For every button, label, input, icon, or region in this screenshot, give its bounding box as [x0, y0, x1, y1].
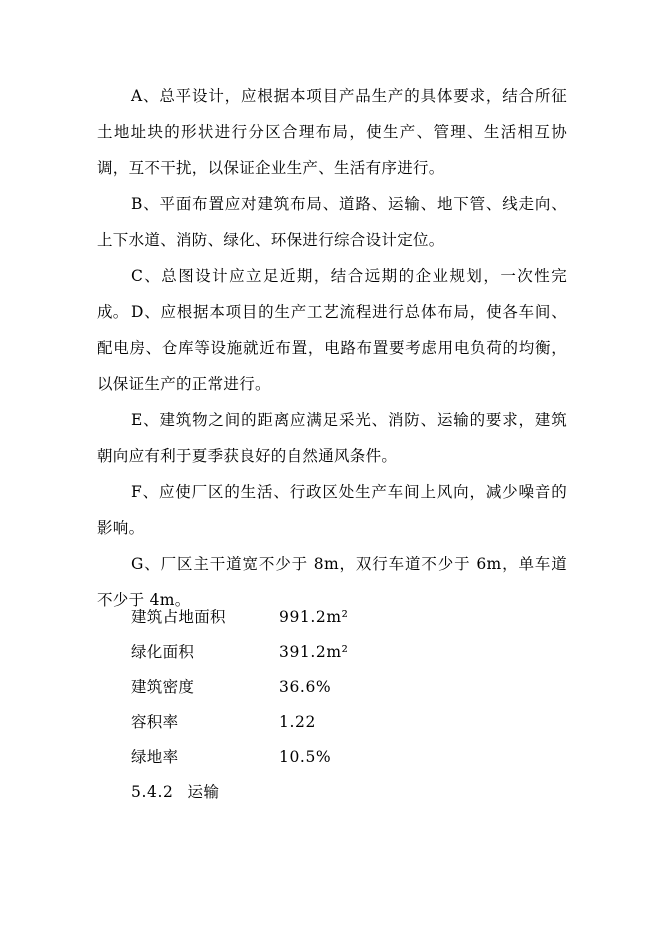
stat-row-building-footprint	[131, 600, 551, 635]
stat-value: 1.22	[279, 713, 316, 731]
stat-row-green-ratio	[131, 740, 551, 775]
stat-label: 绿化面积	[131, 643, 195, 661]
section-number: 5.4.2	[131, 783, 174, 801]
stat-label: 建筑密度	[131, 678, 195, 696]
stat-row-plot-ratio	[131, 705, 551, 740]
paragraph-b: B、平面布置应对建筑布局、道路、运输、地下管、线走向、上下水道、消防、绿化、环保进行综合设计定位。	[97, 195, 567, 249]
paragraph-g: G、厂区主干道宽不少于 8m，双行车道不少于 6m，单车道不少于 4m。	[97, 555, 567, 609]
section-heading	[131, 775, 220, 810]
stat-row-green-area	[131, 635, 551, 670]
paragraph-c: C、总图设计应立足近期，结合远期的企业规划，一次性完成。	[97, 267, 567, 321]
stat-label: 容积率	[131, 713, 179, 731]
stat-value: 10.5%	[279, 748, 332, 766]
stat-value: 36.6%	[279, 678, 332, 696]
paragraph-f: F、应使厂区的生活、行政区处生产车间上风向，减少噪音的影响。	[97, 483, 567, 537]
stat-label: 建筑占地面积	[131, 608, 226, 626]
stat-label: 绿地率	[131, 748, 179, 766]
section-title: 运输	[187, 783, 220, 801]
site-statistics	[131, 600, 551, 775]
stat-value: 991.2m²	[279, 608, 349, 626]
stat-row-building-density	[131, 670, 551, 705]
stat-value: 391.2m²	[279, 643, 349, 661]
paragraph-d: D、应根据本项目的生产工艺流程进行总体布局，使各车间、配电房、仓库等设施就近布置，电路布置要考虑用电负荷的均衡，以保证生产的正常进行。	[97, 303, 567, 393]
paragraph-e: E、建筑物之间的距离应满足采光、消防、运输的要求，建筑朝向应有利于夏季获良好的自然通风条件。	[97, 411, 567, 465]
paragraph-a: A、总平设计，应根据本项目产品生产的具体要求，结合所征土地址块的形状进行分区合理布局，使生产、管理、生活相互协调，互不干扰，以保证企业生产、生活有序进行。	[97, 87, 567, 177]
